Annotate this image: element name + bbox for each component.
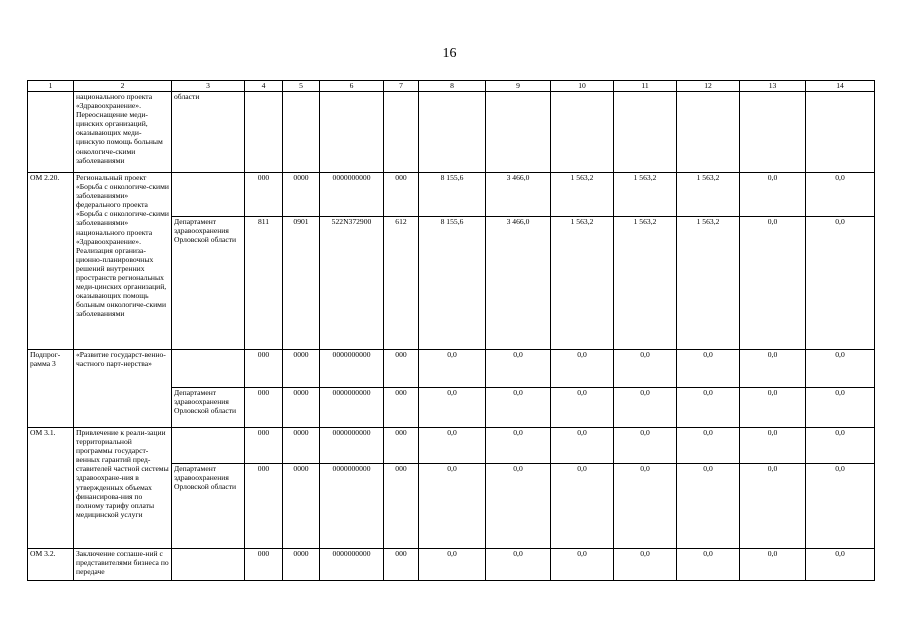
header-cell: 12 bbox=[677, 81, 740, 92]
measure-code: ОМ 3.1. bbox=[28, 428, 74, 549]
value-cell: 0000000000 bbox=[320, 428, 384, 464]
value-cell bbox=[486, 92, 551, 173]
header-cell: 8 bbox=[419, 81, 486, 92]
measure-code: ОМ 3.2. bbox=[28, 549, 74, 581]
table-row bbox=[28, 173, 875, 217]
value-cell: 000 bbox=[384, 549, 419, 581]
value-cell: 0000000000 bbox=[320, 173, 384, 217]
value-cell: 000 bbox=[245, 350, 283, 388]
responsible-executor bbox=[172, 549, 245, 581]
value-cell: 0,0 bbox=[740, 173, 806, 217]
measure-name: Привлечение к реали-зации территориальной программы государст-венных гарантий пред-ставителей частной системы здравоохране-ния в утвержденных объемах финансирова-ния по полному тарифу оплаты медицинской услуги bbox=[74, 428, 172, 549]
value-cell: 0,0 bbox=[740, 428, 806, 464]
header-cell: 13 bbox=[740, 81, 806, 92]
value-cell: 0,0 bbox=[486, 549, 551, 581]
value-cell: 000 bbox=[384, 464, 419, 549]
value-cell: 000 bbox=[384, 350, 419, 388]
value-cell: 3 466,0 bbox=[486, 173, 551, 217]
value-cell bbox=[614, 92, 677, 173]
value-cell: 0,0 bbox=[806, 464, 875, 549]
value-cell: 0,0 bbox=[419, 428, 486, 464]
responsible-executor: Департамент здравоохранения Орловской области bbox=[172, 388, 245, 428]
value-cell: 0,0 bbox=[806, 549, 875, 581]
table-row bbox=[28, 92, 875, 173]
value-cell: 8 155,6 bbox=[419, 217, 486, 350]
value-cell: 000 bbox=[245, 388, 283, 428]
value-cell: 0,0 bbox=[740, 350, 806, 388]
value-cell: 0,0 bbox=[740, 388, 806, 428]
value-cell: 0,0 bbox=[551, 388, 614, 428]
value-cell: 811 bbox=[245, 217, 283, 350]
value-cell bbox=[320, 92, 384, 173]
value-cell: 0,0 bbox=[806, 350, 875, 388]
value-cell: 0,0 bbox=[677, 350, 740, 388]
value-cell: 3 466,0 bbox=[486, 217, 551, 350]
value-cell: 000 bbox=[384, 428, 419, 464]
measure-name: Заключение соглаше-ний с представителями бизнеса по передаче bbox=[74, 549, 172, 581]
value-cell: 1 563,2 bbox=[614, 217, 677, 350]
value-cell: 0000000000 bbox=[320, 388, 384, 428]
measure-name: Региональный проект «Борьба с онкологиче-скими заболеваниями» федерального проекта «Борьба с онкологиче-скими заболеваниями» национального проекта «Здравоохранение». Реализация организа-ционно-планировочных решений внутренних пространств региональных меди-цинских организаций, оказывающих помощь больным онкологиче-скими заболеваниями bbox=[74, 173, 172, 350]
responsible-executor: области bbox=[172, 92, 245, 173]
value-cell bbox=[245, 92, 283, 173]
value-cell: 0,0 bbox=[614, 350, 677, 388]
value-cell: 0000000000 bbox=[320, 549, 384, 581]
header-cell: 2 bbox=[74, 81, 172, 92]
value-cell: 0,0 bbox=[486, 350, 551, 388]
value-cell: 0000 bbox=[283, 464, 320, 549]
value-cell bbox=[283, 92, 320, 173]
value-cell: 0,0 bbox=[419, 388, 486, 428]
value-cell: 0,0 bbox=[740, 549, 806, 581]
value-cell: 0,0 bbox=[486, 428, 551, 464]
budget-table bbox=[27, 80, 875, 581]
value-cell: 1 563,2 bbox=[551, 217, 614, 350]
value-cell: 0,0 bbox=[614, 464, 677, 549]
measure-code bbox=[28, 92, 74, 173]
value-cell: 0,0 bbox=[806, 428, 875, 464]
measure-name: «Развитие государст-венно-частного парт-нерства» bbox=[74, 350, 172, 428]
header-cell: 3 bbox=[172, 81, 245, 92]
header-row bbox=[28, 81, 875, 92]
value-cell: 0901 bbox=[283, 217, 320, 350]
value-cell bbox=[551, 92, 614, 173]
value-cell: 000 bbox=[245, 549, 283, 581]
value-cell: 0000000000 bbox=[320, 464, 384, 549]
value-cell: 0,0 bbox=[486, 464, 551, 549]
value-cell: 0,0 bbox=[419, 464, 486, 549]
value-cell: 0,0 bbox=[419, 549, 486, 581]
table-row bbox=[28, 428, 875, 464]
value-cell: 612 bbox=[384, 217, 419, 350]
header-cell: 5 bbox=[283, 81, 320, 92]
header-cell: 7 bbox=[384, 81, 419, 92]
value-cell: 0,0 bbox=[806, 173, 875, 217]
value-cell: 0,0 bbox=[551, 428, 614, 464]
value-cell: 000 bbox=[245, 428, 283, 464]
value-cell: 000 bbox=[245, 464, 283, 549]
value-cell bbox=[806, 92, 875, 173]
responsible-executor bbox=[172, 350, 245, 388]
value-cell: 0,0 bbox=[486, 388, 551, 428]
value-cell: 000 bbox=[245, 173, 283, 217]
value-cell bbox=[384, 92, 419, 173]
value-cell: 0,0 bbox=[677, 428, 740, 464]
value-cell: 522N372900 bbox=[320, 217, 384, 350]
page-number: 16 bbox=[442, 46, 457, 61]
value-cell: 0000 bbox=[283, 428, 320, 464]
value-cell: 0,0 bbox=[551, 549, 614, 581]
value-cell: 0,0 bbox=[677, 464, 740, 549]
table-row bbox=[28, 549, 875, 581]
value-cell: 1 563,2 bbox=[551, 173, 614, 217]
value-cell bbox=[419, 92, 486, 173]
value-cell: 0,0 bbox=[614, 428, 677, 464]
value-cell: 0,0 bbox=[677, 388, 740, 428]
header-cell: 9 bbox=[486, 81, 551, 92]
value-cell: 000 bbox=[384, 173, 419, 217]
value-cell: 0000 bbox=[283, 549, 320, 581]
value-cell: 1 563,2 bbox=[677, 173, 740, 217]
header-cell: 14 bbox=[806, 81, 875, 92]
table-row bbox=[28, 350, 875, 388]
header-cell: 11 bbox=[614, 81, 677, 92]
responsible-executor bbox=[172, 173, 245, 217]
value-cell: 0,0 bbox=[740, 217, 806, 350]
value-cell: 0000 bbox=[283, 173, 320, 217]
value-cell: 0,0 bbox=[806, 217, 875, 350]
value-cell: 0000 bbox=[283, 350, 320, 388]
header-cell: 10 bbox=[551, 81, 614, 92]
value-cell: 0,0 bbox=[419, 350, 486, 388]
value-cell: 0,0 bbox=[614, 388, 677, 428]
value-cell: 1 563,2 bbox=[677, 217, 740, 350]
measure-code: Подпрог-рамма 3 bbox=[28, 350, 74, 428]
value-cell: 0,0 bbox=[677, 549, 740, 581]
value-cell bbox=[677, 92, 740, 173]
responsible-executor bbox=[172, 428, 245, 464]
value-cell: 8 155,6 bbox=[419, 173, 486, 217]
header-cell: 6 bbox=[320, 81, 384, 92]
value-cell: 1 563,2 bbox=[614, 173, 677, 217]
value-cell bbox=[740, 92, 806, 173]
measure-code: ОМ 2.20. bbox=[28, 173, 74, 350]
value-cell: 0000000000 bbox=[320, 350, 384, 388]
measure-name: национального проекта «Здравоохранение». Переоснащение меди-цинских организаций, оказывающих меди-цинскую помощь больным онкологиче-скими заболеваниями bbox=[74, 92, 172, 173]
header-cell: 4 bbox=[245, 81, 283, 92]
value-cell: 0,0 bbox=[551, 464, 614, 549]
value-cell: 000 bbox=[384, 388, 419, 428]
header-cell: 1 bbox=[28, 81, 74, 92]
value-cell: 0,0 bbox=[806, 388, 875, 428]
responsible-executor: Департамент здравоохранения Орловской области bbox=[172, 217, 245, 350]
value-cell: 0,0 bbox=[614, 549, 677, 581]
value-cell: 0,0 bbox=[740, 464, 806, 549]
value-cell: 0,0 bbox=[551, 350, 614, 388]
value-cell: 0000 bbox=[283, 388, 320, 428]
responsible-executor: Департамент здравоохранения Орловской области bbox=[172, 464, 245, 549]
